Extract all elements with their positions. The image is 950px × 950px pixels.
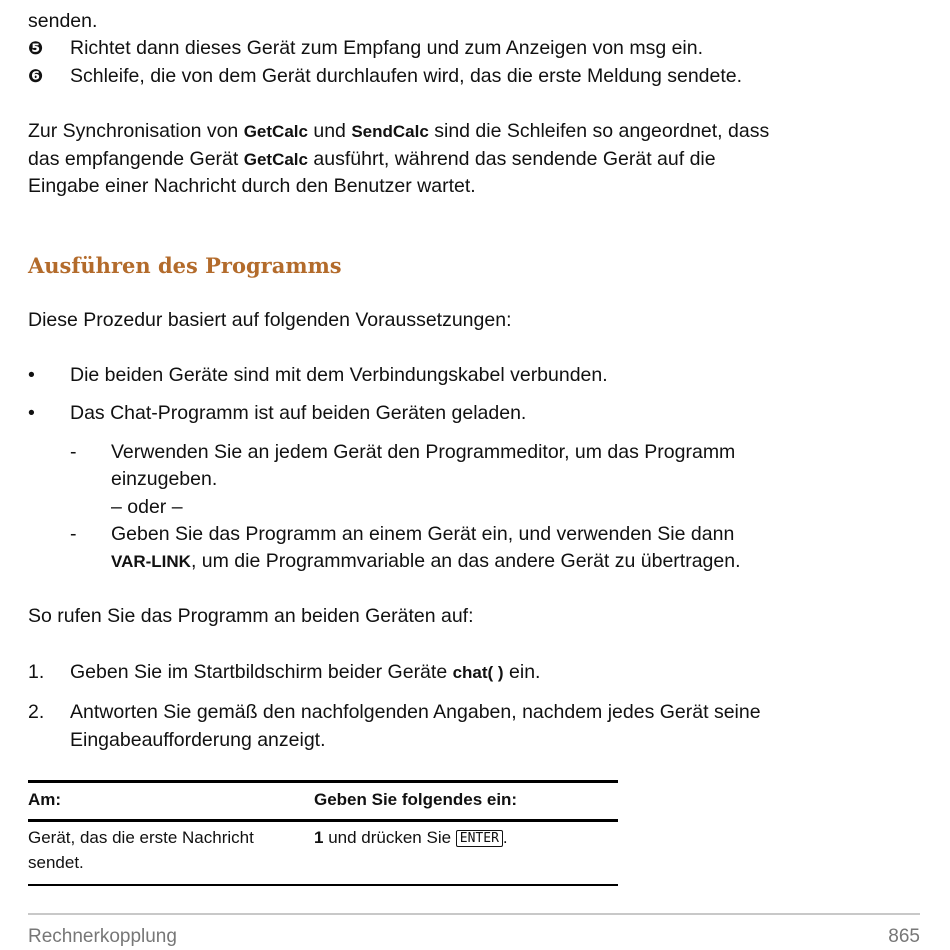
- table-bottom-rule: [28, 884, 618, 886]
- footer-rule: [28, 913, 920, 915]
- intro-text: Diese Prozedur basiert auf folgenden Voraussetzungen:: [28, 309, 512, 331]
- enter-key-icon: ENTER: [456, 830, 503, 847]
- page-number: 865: [888, 926, 920, 947]
- command-getcalc: GetCalc: [243, 150, 308, 169]
- table-cell: [314, 826, 508, 849]
- text-span: und drücken Sie: [323, 828, 456, 847]
- paragraph-line: senden.: [28, 10, 98, 32]
- text-span: das empfangende Gerät: [28, 148, 244, 170]
- or-separator: – oder –: [111, 496, 183, 518]
- numbered-step-1: [70, 659, 540, 686]
- list-number: 2.: [28, 701, 45, 723]
- footer-section: Rechnerkopplung: [28, 926, 177, 947]
- text-span: , um die Programmvariable an das andere Gerät zu übertragen.: [190, 550, 741, 572]
- text-span: sind die Schleifen so angeordnet, dass: [428, 120, 770, 142]
- table-cell: sendet.: [28, 853, 84, 872]
- command-var-link: VAR-LINK: [111, 552, 191, 571]
- bullet-item: Das Chat-Programm ist auf beiden Geräten geladen.: [70, 402, 527, 424]
- list-number: 1.: [28, 661, 45, 683]
- text-span: ausführt, während das sendende Gerät auf die: [307, 148, 716, 170]
- sub-item-line: [111, 548, 741, 575]
- dash-marker: -: [70, 441, 77, 463]
- sync-paragraph-line-3: Eingabe einer Nachricht durch den Benutzer wartet.: [28, 175, 476, 197]
- text-span: und: [307, 120, 352, 142]
- step-5-text: Richtet dann dieses Gerät zum Empfang und zum Anzeigen von msg ein.: [70, 37, 704, 59]
- table-top-rule: [28, 780, 618, 783]
- text-span: ein.: [503, 661, 541, 683]
- table-header-col1: Am:: [28, 790, 62, 809]
- text-span: .: [502, 828, 508, 847]
- step-5-marker: ❺: [28, 38, 44, 58]
- section-heading: Ausführen des Programms: [28, 253, 342, 278]
- table-header-col2: Geben Sie folgendes ein:: [314, 790, 518, 809]
- sync-paragraph-line-2: [28, 146, 716, 173]
- bullet-marker: •: [28, 364, 35, 386]
- command-chat: chat( ): [452, 663, 504, 682]
- numbered-step-2-line: Eingabeaufforderung anzeigt.: [70, 729, 326, 751]
- step-6-marker: ❻: [28, 66, 44, 86]
- text-span: 1: [314, 828, 324, 847]
- sub-item-line: Geben Sie das Programm an einem Gerät ein, und verwenden Sie dann: [111, 523, 735, 545]
- bullet-marker: •: [28, 402, 35, 424]
- command-getcalc: GetCalc: [243, 122, 308, 141]
- call-intro-text: So rufen Sie das Programm an beiden Geräten auf:: [28, 605, 474, 627]
- numbered-step-2-line: Antworten Sie gemäß den nachfolgenden Angaben, nachdem jedes Gerät seine: [70, 701, 761, 723]
- step-6-text: Schleife, die von dem Gerät durchlaufen wird, das die erste Meldung sendete.: [70, 65, 743, 87]
- text-span: Zur Synchronisation von: [28, 120, 244, 142]
- sub-item-line: einzugeben.: [111, 468, 218, 490]
- sub-item-line: Verwenden Sie an jedem Gerät den Programmeditor, um das Programm: [111, 441, 736, 463]
- text-span: Geben Sie im Startbildschirm beider Geräte: [70, 661, 453, 683]
- bullet-item: Die beiden Geräte sind mit dem Verbindungskabel verbunden.: [70, 364, 608, 386]
- table-cell: Gerät, das die erste Nachricht: [28, 828, 254, 847]
- sync-paragraph-line-1: [28, 118, 769, 145]
- dash-marker: -: [70, 523, 77, 545]
- table-header-rule: [28, 819, 618, 822]
- command-sendcalc: SendCalc: [351, 122, 429, 141]
